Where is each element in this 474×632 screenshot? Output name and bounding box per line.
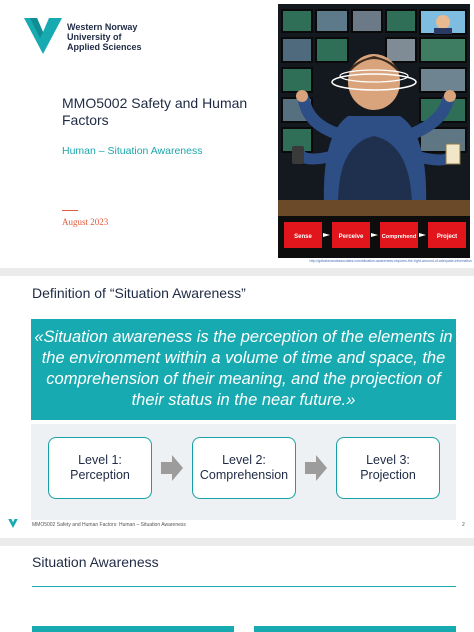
hvl-logo-icon xyxy=(24,18,62,54)
level-3-box xyxy=(336,437,440,499)
arrow-right-icon xyxy=(161,455,183,481)
sa-stages-bar xyxy=(278,216,470,258)
presentation-title: MMO5002 Safety and Human Factors xyxy=(62,95,248,128)
definition-slide xyxy=(0,276,474,538)
stage-project-label: Project xyxy=(436,234,458,240)
situation-awareness-slide xyxy=(0,546,474,632)
level-3-name: Level 3: xyxy=(366,453,410,467)
definition-quote-box xyxy=(31,319,456,420)
content-box-right xyxy=(254,626,456,632)
title-slide xyxy=(0,0,474,268)
desk xyxy=(278,200,470,216)
level-2-desc: Comprehension xyxy=(199,468,289,482)
page-number: 2 xyxy=(462,522,465,528)
university-name: Western Norway University of Applied Sciences xyxy=(67,22,142,52)
level-1-box xyxy=(48,437,152,499)
stage-sense-label: Sense xyxy=(294,234,312,240)
level-1-name: Level 1: xyxy=(78,453,122,467)
level-1-desc: Perception xyxy=(70,468,130,482)
slide-footer: MMO5002 Safety and Human Factors: Human – Situation Awareness xyxy=(32,522,186,528)
slide-title: Definition of “Situation Awareness” xyxy=(32,285,246,301)
presentation-subtitle: Human – Situation Awareness xyxy=(62,145,203,157)
slide-title: Situation Awareness xyxy=(32,554,159,570)
presentation-date: August 2023 xyxy=(62,217,109,227)
image-source-link[interactable]: http://gdbakerandassociates.com/situation-awareness-requires-the-right-amount-of-adequate-information xyxy=(309,259,472,263)
stage-perceive-label: Perceive xyxy=(338,234,364,240)
hvl-logo-small-icon xyxy=(8,519,18,528)
stage-comprehend-label: Comprehend xyxy=(381,234,417,240)
definition-quote: «Situation awareness is the perception of the elements in the environment within a volume of time and space, the comprehension of their meaning, and the projection of their status in the near future.» xyxy=(34,328,453,409)
level-3-desc: Projection xyxy=(360,468,416,482)
content-box-left xyxy=(32,626,234,632)
level-2-name: Level 2: xyxy=(222,453,266,467)
title-divider xyxy=(62,210,78,211)
title-underline xyxy=(32,586,456,587)
arrow-right-icon xyxy=(305,455,327,481)
level-2-box xyxy=(192,437,296,499)
control-room-illustration xyxy=(278,4,470,258)
